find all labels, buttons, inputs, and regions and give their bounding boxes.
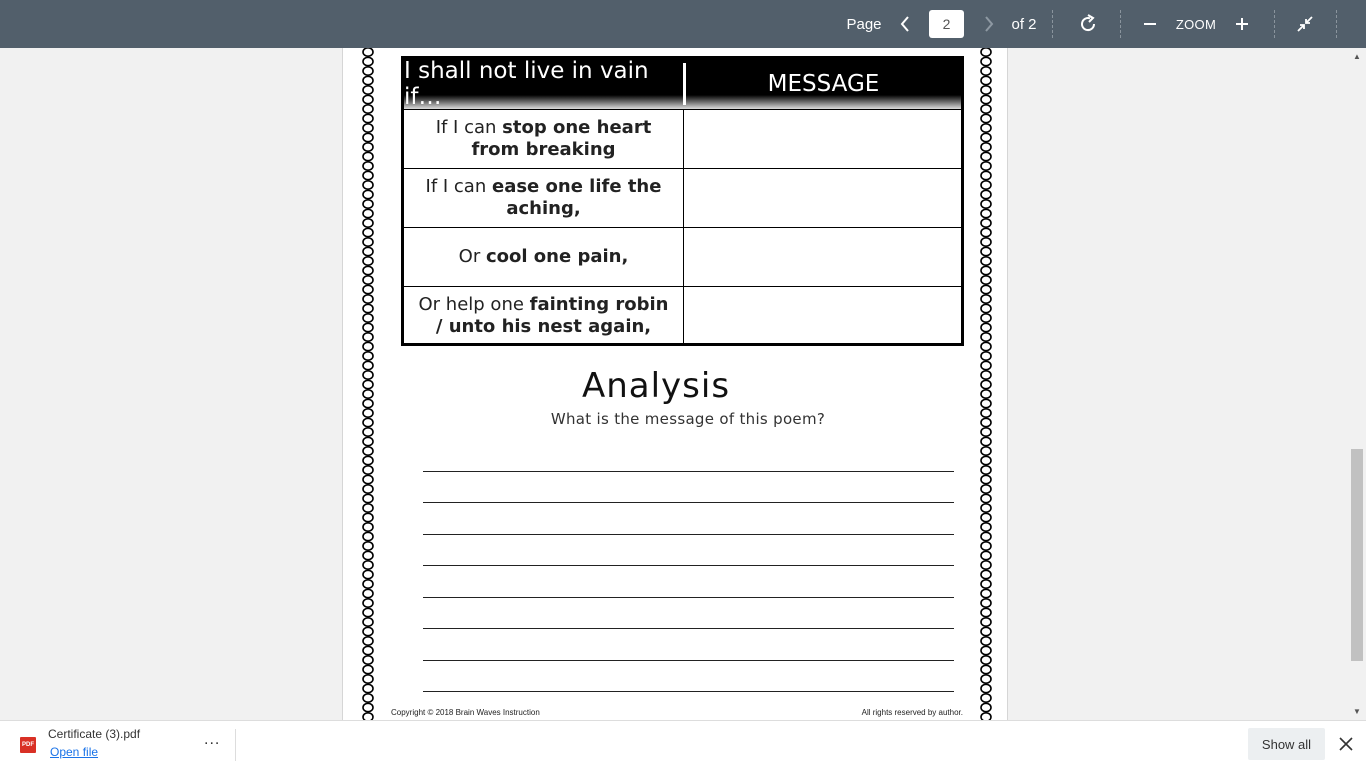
toolbar-divider — [1274, 10, 1275, 38]
collapse-icon — [1296, 15, 1314, 33]
minus-icon — [1142, 16, 1158, 32]
analysis-question: What is the message of this poem? — [550, 410, 826, 428]
table-row — [404, 227, 961, 286]
line-plain: If I can — [425, 176, 492, 197]
toolbar-divider — [1336, 10, 1337, 38]
line-plain: Or — [458, 246, 486, 267]
document-viewer[interactable] — [0, 48, 1366, 720]
toolbar-divider — [1052, 10, 1053, 38]
line-cell — [404, 169, 683, 227]
previous-page-button[interactable] — [892, 0, 918, 48]
writing-line — [423, 597, 954, 598]
more-options-button[interactable]: ... — [204, 731, 221, 748]
line-cell — [404, 287, 683, 345]
header-cell: MESSAGE — [767, 71, 880, 97]
line-cell — [404, 110, 683, 168]
pdf-toolbar — [0, 0, 1366, 48]
zoom-in-button[interactable] — [1228, 0, 1256, 48]
pdf-page — [342, 48, 1008, 720]
writing-line — [423, 660, 954, 661]
rotate-button[interactable] — [1072, 0, 1104, 48]
line-bold: ease one life the aching, — [491, 176, 662, 219]
message-cell — [683, 287, 961, 345]
toolbar-divider — [1120, 10, 1121, 38]
page-number-input[interactable] — [929, 10, 964, 38]
writing-line — [423, 565, 954, 566]
download-divider — [235, 729, 236, 761]
rotate-icon — [1077, 13, 1099, 35]
zoom-out-button[interactable] — [1136, 0, 1164, 48]
writing-line — [423, 471, 954, 472]
line-plain: Or help one — [418, 294, 530, 315]
line-bold: fainting robin / unto his nest again, — [435, 294, 669, 337]
download-file-name[interactable]: Certificate (3).pdf — [48, 727, 141, 741]
rights-footer: All rights reserved by author. — [861, 708, 963, 717]
writing-line — [423, 534, 954, 535]
line-bold: stop one heart from breaking — [471, 117, 652, 160]
next-page-button[interactable] — [976, 0, 1002, 48]
scroll-up-arrow[interactable]: ▲ — [1353, 52, 1361, 61]
plus-icon — [1234, 16, 1250, 32]
zoom-label: ZOOM — [1175, 16, 1217, 32]
open-file-link[interactable]: Open file — [50, 745, 99, 759]
analysis-heading: Analysis — [581, 366, 731, 406]
chevron-left-icon — [899, 15, 911, 33]
header-cell: I shall not live in vain if… — [404, 58, 649, 110]
line-bold: cool one pain, — [485, 246, 629, 267]
pdf-file-icon: PDF — [20, 737, 36, 753]
message-cell — [683, 169, 961, 227]
line-cell — [404, 228, 683, 286]
table-row — [404, 286, 961, 345]
table-header — [404, 59, 961, 109]
vertical-scrollbar[interactable] — [1349, 48, 1366, 720]
close-download-bar-button[interactable] — [1336, 734, 1356, 754]
table-row — [404, 109, 961, 168]
scroll-down-arrow[interactable]: ▼ — [1353, 707, 1361, 716]
poem-table — [401, 56, 964, 346]
writing-line — [423, 502, 954, 503]
chevron-right-icon — [983, 15, 995, 33]
message-cell — [683, 228, 961, 286]
copyright-footer: Copyright © 2018 Brain Waves Instruction — [391, 708, 540, 717]
message-cell — [683, 110, 961, 168]
page-label: Page — [846, 15, 882, 33]
writing-line — [423, 628, 954, 629]
line-plain: If I can — [435, 117, 503, 138]
show-all-button[interactable]: Show all — [1248, 728, 1325, 760]
download-shelf — [0, 720, 1366, 768]
exit-fullscreen-button[interactable] — [1290, 0, 1320, 48]
close-icon — [1336, 734, 1356, 754]
page-count: of 2 — [1011, 15, 1037, 33]
table-row — [404, 168, 961, 227]
writing-line — [423, 691, 954, 692]
scroll-thumb[interactable] — [1351, 449, 1363, 661]
